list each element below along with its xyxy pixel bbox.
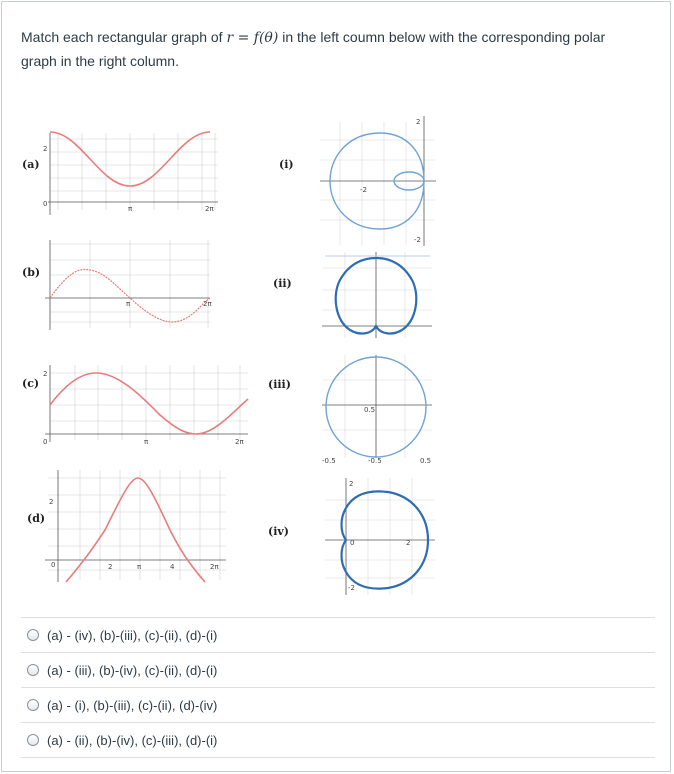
answer-option-label: (a) - (i), (b)-(iii), (c)-(ii), (d)-(iv) — [47, 697, 218, 713]
radio-button[interactable] — [27, 699, 39, 711]
tick-d-x1: 2 — [108, 563, 113, 571]
tick-a-y: 2 — [43, 145, 48, 153]
tick-c-x2: 2π — [235, 438, 244, 446]
tick-iv-origin: 0 — [350, 539, 355, 547]
radio-button[interactable] — [27, 664, 39, 676]
answer-option[interactable] — [21, 617, 655, 652]
tick-d-y: 2 — [49, 498, 54, 506]
tick-d-x3: 4 — [170, 563, 175, 571]
tick-iv-x: 2 — [406, 539, 411, 547]
answer-option[interactable] — [21, 687, 655, 722]
tick-iii-bl: -0.5 — [322, 457, 336, 465]
tick-i-ytop: 2 — [416, 118, 421, 126]
curve-d — [66, 478, 205, 582]
polar-i — [320, 116, 436, 246]
tick-i-ybottom: -2 — [414, 236, 421, 244]
polar-iv — [325, 478, 435, 595]
tick-d-x2: π — [137, 563, 142, 571]
tick-c-origin: 0 — [43, 438, 48, 446]
tick-i-x: -2 — [360, 186, 367, 194]
tick-a-x1: π — [128, 205, 133, 213]
answer-option[interactable] — [21, 652, 655, 687]
tick-b-x1: π — [126, 300, 131, 308]
label-c: (c) — [22, 377, 40, 390]
radio-button[interactable] — [27, 734, 39, 746]
answer-options — [21, 617, 655, 758]
graph-d — [45, 470, 226, 582]
answer-option[interactable] — [21, 722, 655, 758]
answer-option-label: (a) - (iii), (b)-(iv), (c)-(ii), (d)-(i) — [47, 662, 218, 678]
polar-iii — [322, 355, 432, 465]
question-text-before: Match each rectangular graph of — [21, 29, 227, 45]
label-d: (d) — [27, 512, 46, 525]
label-b: (b) — [22, 266, 41, 279]
question-text-after: in the left coumn below with the corresponding polar graph in the right column. — [21, 29, 606, 69]
tick-c-y: 2 — [43, 370, 48, 378]
answer-option-label: (a) - (iv), (b)-(iii), (c)-(ii), (d)-(i) — [47, 627, 218, 643]
radio-button[interactable] — [27, 629, 39, 641]
answer-option-label: (a) - (ii), (b)-(iv), (c)-(iii), (d)-(i) — [47, 732, 218, 748]
tick-b-x2: 2π — [203, 300, 212, 308]
tick-d-origin: 0 — [51, 561, 56, 569]
graph-c — [43, 365, 248, 446]
label-iii: (iii) — [268, 378, 291, 391]
polar-ii — [322, 252, 432, 338]
label-ii: (ii) — [273, 277, 292, 290]
tick-a-x2: 2π — [205, 205, 214, 213]
tick-iv-ytop: 2 — [349, 480, 354, 488]
tick-iv-ybottom: -2 — [348, 584, 355, 592]
question-math: r = f(θ) — [226, 30, 279, 46]
tick-iii-bm: -0.5 — [368, 457, 382, 465]
graph-b — [45, 240, 212, 330]
label-iv: (iv) — [268, 525, 289, 538]
tick-d-x4: 2π — [210, 563, 219, 571]
graph-a — [43, 132, 218, 215]
tick-a-origin: 0 — [43, 200, 48, 208]
tick-iii-center: 0.5 — [364, 406, 376, 414]
label-a: (a) — [22, 158, 40, 171]
label-i: (i) — [279, 158, 294, 171]
tick-c-x1: π — [144, 438, 149, 446]
tick-iii-br: 0.5 — [420, 457, 432, 465]
